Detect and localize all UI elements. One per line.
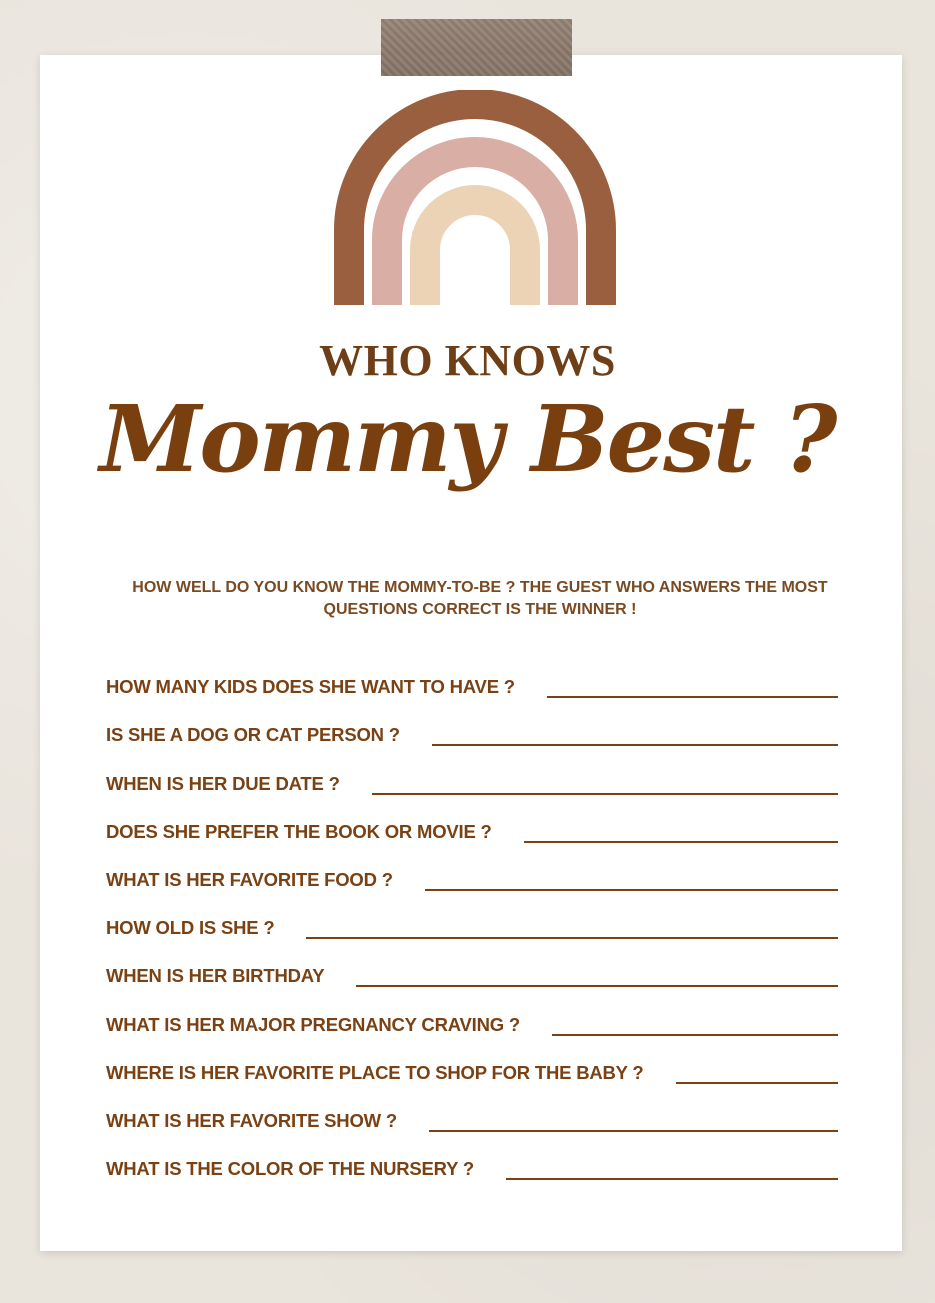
question-row (106, 911, 838, 959)
answer-line (506, 1178, 838, 1180)
question-row (106, 1152, 838, 1200)
question-label: WHEN IS HER BIRTHDAY (106, 965, 325, 987)
answer-line (552, 1034, 838, 1036)
title-who-knows: WHO KNOWS (319, 336, 616, 385)
question-row (106, 1104, 838, 1152)
question-row (106, 863, 838, 911)
title-mommy-best: Mommy Best ? (99, 385, 836, 493)
answer-line (372, 793, 838, 795)
question-label: HOW MANY KIDS DOES SHE WANT TO HAVE ? (106, 676, 515, 698)
answer-line (676, 1082, 838, 1084)
question-row (106, 1056, 838, 1104)
question-row (106, 959, 838, 1007)
question-label: IS SHE A DOG OR CAT PERSON ? (106, 724, 400, 746)
answer-line (429, 1130, 838, 1132)
question-row (106, 718, 838, 766)
masking-tape (381, 19, 572, 76)
question-label: WHAT IS HER MAJOR PREGNANCY CRAVING ? (106, 1013, 521, 1035)
answer-line (306, 937, 838, 939)
question-label: WHAT IS THE COLOR OF THE NURSERY ? (106, 1158, 474, 1180)
question-label: WHEN IS HER DUE DATE ? (106, 772, 340, 794)
rainbow-icon (329, 90, 621, 310)
question-row (106, 815, 838, 863)
question-label: WHAT IS HER FAVORITE FOOD ? (106, 868, 393, 890)
answer-line (432, 744, 838, 746)
question-row (106, 766, 838, 814)
question-row (106, 1007, 838, 1055)
question-list (106, 670, 838, 1200)
question-label: WHERE IS HER FAVORITE PLACE TO SHOP FOR THE BABY ? (106, 1061, 644, 1083)
answer-line (356, 985, 838, 987)
question-label: WHAT IS HER FAVORITE SHOW ? (106, 1109, 397, 1131)
instructions-text: HOW WELL DO YOU KNOW THE MOMMY-TO-BE ? THE GUEST WHO ANSWERS THE MOST QUESTIONS CORRECT IS THE WINNER ! (132, 579, 828, 618)
question-row (106, 670, 838, 718)
question-label: HOW OLD IS SHE ? (106, 917, 275, 939)
answer-line (425, 889, 838, 891)
rainbow-inner-arc (425, 200, 525, 305)
answer-line (547, 696, 838, 698)
question-label: DOES SHE PREFER THE BOOK OR MOVIE ? (106, 820, 492, 842)
answer-line (524, 841, 838, 843)
